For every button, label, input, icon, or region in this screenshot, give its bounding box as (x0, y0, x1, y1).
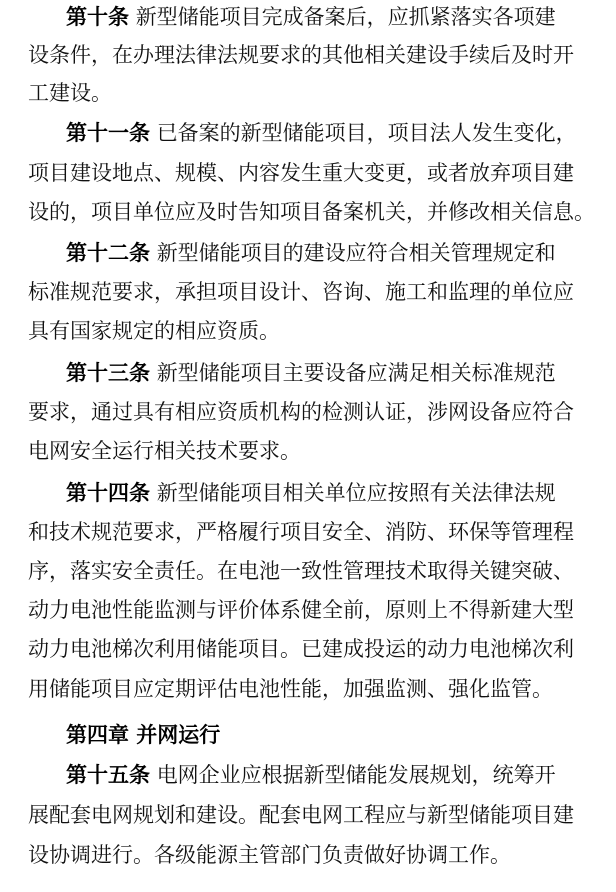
article-14-line-1 (66, 474, 556, 512)
article-14-line-5: 动力电池梯次利用储能项目。已建成投运的动力电池梯次利 (28, 637, 574, 661)
article-15-line-1 (66, 756, 556, 794)
article-12-line-1 (66, 234, 556, 272)
article-14-label: 第十四条 (66, 481, 150, 505)
article-12-line-3: 具有国家规定的相应资质。 (28, 319, 280, 343)
article-10-text-1: 新型储能项目完成备案后，应抓紧落实各项建 (135, 5, 556, 29)
article-11-line-1 (66, 114, 577, 152)
article-10-line-2: 设条件，在办理法律法规要求的其他相关建设手续后及时开 (28, 43, 574, 67)
article-12-label: 第十二条 (66, 241, 150, 265)
article-13-line-2: 要求，通过具有相应资质机构的检测认证，涉网设备应符合 (28, 400, 574, 424)
article-12-line-2: 标准规范要求，承担项目设计、咨询、施工和监理的单位应 (28, 280, 574, 304)
article-11-label: 第十一条 (66, 121, 150, 145)
article-14-line-6: 用储能项目应定期评估电池性能，加强监测、强化监管。 (28, 677, 553, 701)
article-14-text-1: 新型储能项目相关单位应按照有关法律法规 (156, 481, 556, 505)
article-10-label: 第十条 (66, 5, 129, 29)
article-14-line-3: 序，落实安全责任。在电池一致性管理技术取得关键突破、 (28, 559, 574, 583)
article-15-line-3: 设协调进行。各级能源主管部门负责做好协调工作。 (28, 843, 511, 867)
article-11-text-1: 已备案的新型储能项目，项目法人发生变化， (156, 121, 577, 145)
article-10-line-1 (66, 0, 556, 36)
article-13-text-1: 新型储能项目主要设备应满足相关标准规范 (156, 361, 556, 385)
chapter-heading: 第四章 并网运行 (66, 723, 221, 747)
article-13-label: 第十三条 (66, 361, 150, 385)
article-11-line-3: 设的，项目单位应及时告知项目备案机关，并修改相关信息。 (28, 200, 595, 224)
article-13-line-3: 电网安全运行相关技术要求。 (28, 439, 301, 463)
article-13-line-1 (66, 354, 556, 392)
article-15-line-2: 展配套电网规划和建设。配套电网工程应与新型储能项目建 (28, 803, 574, 827)
article-14-line-2: 和技术规范要求，严格履行项目安全、消防、环保等管理程 (28, 520, 574, 544)
article-11-line-2: 项目建设地点、规模、内容发生重大变更，或者放弃项目建 (28, 161, 574, 185)
article-15-label: 第十五条 (66, 763, 150, 787)
article-12-text-1: 新型储能项目的建设应符合相关管理规定和 (156, 241, 556, 265)
article-15-text-1: 电网企业应根据新型储能发展规划，统筹开 (156, 763, 556, 787)
article-14-line-4: 动力电池性能监测与评价体系健全前，原则上不得新建大型 (28, 598, 574, 622)
article-10-line-3: 工建设。 (28, 81, 112, 105)
